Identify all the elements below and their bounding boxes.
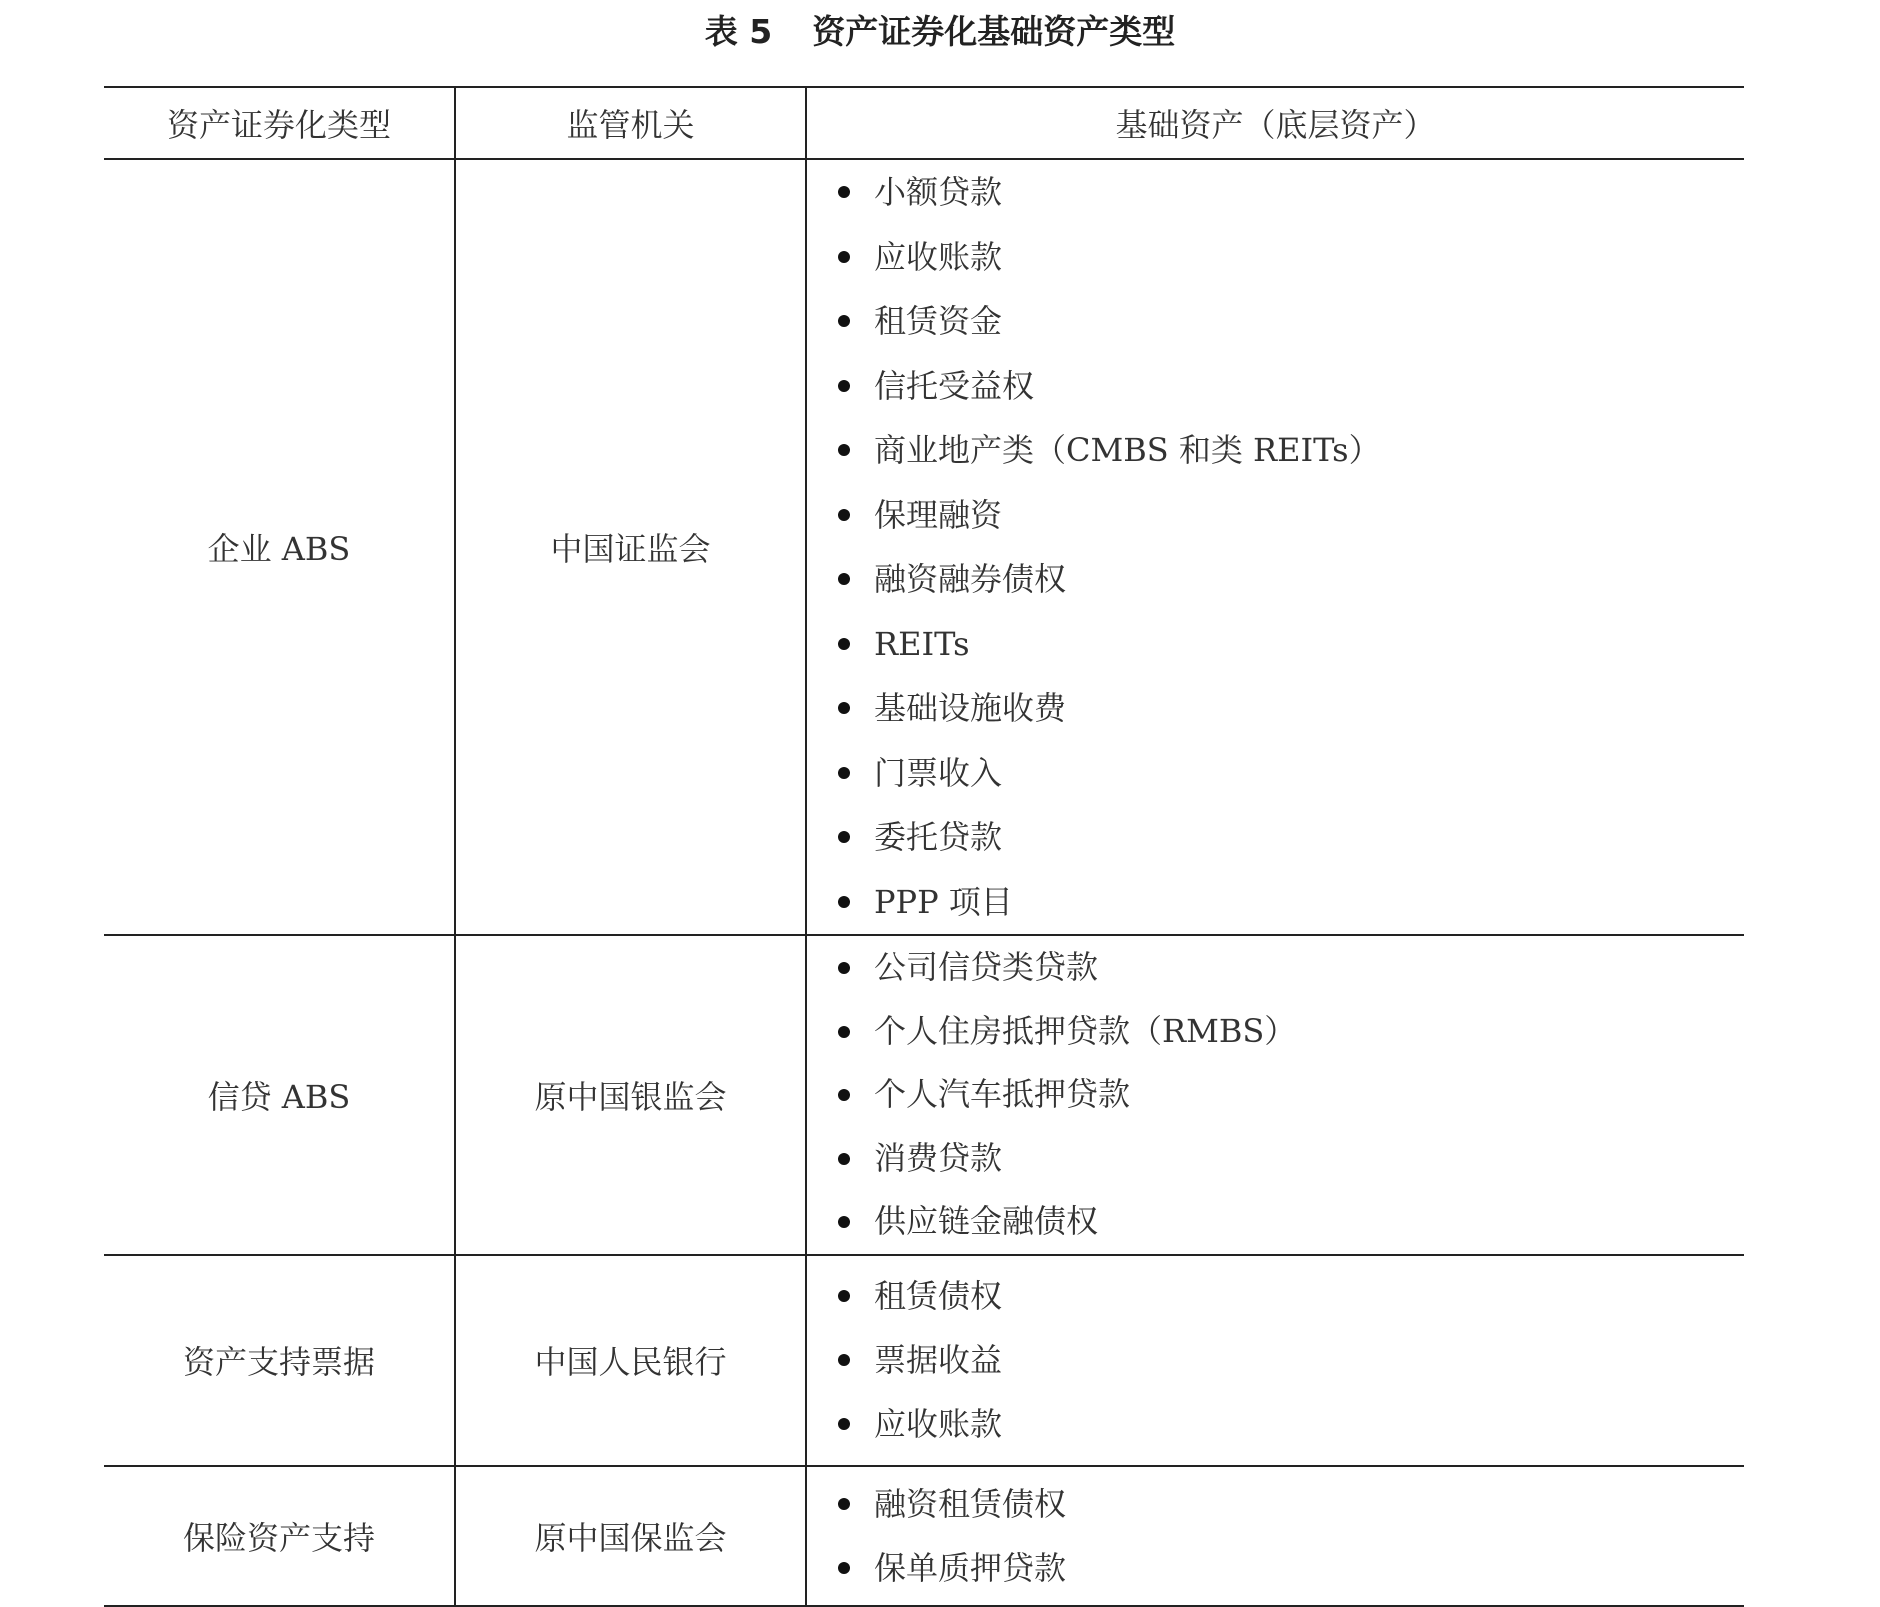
list-item: 公司信贷类贷款 — [807, 936, 1744, 1000]
list-item: 租赁资金 — [807, 289, 1744, 354]
asset-list — [807, 1264, 1744, 1456]
cell-type: 企业 ABS — [104, 159, 455, 935]
cell-assets — [806, 935, 1744, 1255]
table-row — [104, 935, 1744, 1255]
list-item: 商业地产类（CMBS 和类 REITs） — [807, 418, 1744, 483]
cell-assets — [806, 159, 1744, 935]
asset-securitization-table — [104, 86, 1744, 1607]
cell-regulator: 原中国银监会 — [455, 935, 806, 1255]
header-row — [104, 87, 1744, 159]
bullet-icon — [838, 1354, 850, 1366]
cell-assets — [806, 1466, 1744, 1606]
list-item: 融资融券债权 — [807, 547, 1744, 612]
table-row — [104, 1255, 1744, 1466]
asset-list — [807, 936, 1744, 1254]
bullet-icon — [838, 1290, 850, 1302]
list-item: 应收账款 — [807, 1392, 1744, 1456]
list-item: 应收账款 — [807, 225, 1744, 290]
bullet-icon — [838, 1418, 850, 1430]
cell-regulator: 原中国保监会 — [455, 1466, 806, 1606]
bullet-icon — [838, 251, 850, 263]
list-item: 委托贷款 — [807, 805, 1744, 870]
list-item: 基础设施收费 — [807, 676, 1744, 741]
cell-type: 资产支持票据 — [104, 1255, 455, 1466]
list-item: REITs — [807, 612, 1744, 677]
cell-regulator: 中国人民银行 — [455, 1255, 806, 1466]
list-item: 供应链金融债权 — [807, 1190, 1744, 1254]
list-item: 信托受益权 — [807, 354, 1744, 419]
bullet-icon — [838, 380, 850, 392]
bullet-icon — [838, 1216, 850, 1228]
bullet-icon — [838, 896, 850, 908]
table-row — [104, 1466, 1744, 1606]
bullet-icon — [838, 444, 850, 456]
table-caption — [0, 10, 1880, 54]
bullet-icon — [838, 1153, 850, 1165]
bullet-icon — [838, 638, 850, 650]
list-item: 保理融资 — [807, 483, 1744, 548]
bullet-icon — [838, 831, 850, 843]
list-item: 消费贷款 — [807, 1127, 1744, 1191]
table-row — [104, 159, 1744, 935]
list-item: 小额贷款 — [807, 160, 1744, 225]
table-number: 表 5 — [704, 12, 773, 51]
header-regulator: 监管机关 — [455, 87, 806, 159]
list-item: 个人住房抵押贷款（RMBS） — [807, 1000, 1744, 1064]
list-item: 个人汽车抵押贷款 — [807, 1063, 1744, 1127]
bullet-icon — [838, 315, 850, 327]
cell-assets — [806, 1255, 1744, 1466]
list-item: 租赁债权 — [807, 1264, 1744, 1328]
bullet-icon — [838, 962, 850, 974]
bullet-icon — [838, 1026, 850, 1038]
bullet-icon — [838, 573, 850, 585]
cell-type: 保险资产支持 — [104, 1466, 455, 1606]
cell-regulator: 中国证监会 — [455, 159, 806, 935]
bullet-icon — [838, 702, 850, 714]
bullet-icon — [838, 1089, 850, 1101]
table-title: 资产证券化基础资产类型 — [812, 12, 1176, 51]
bullet-icon — [838, 1562, 850, 1574]
cell-type: 信贷 ABS — [104, 935, 455, 1255]
list-item: 融资租赁债权 — [807, 1472, 1744, 1536]
header-type: 资产证券化类型 — [104, 87, 455, 159]
list-item: 保单质押贷款 — [807, 1536, 1744, 1600]
list-item: 门票收入 — [807, 741, 1744, 806]
asset-list — [807, 160, 1744, 934]
list-item: PPP 项目 — [807, 870, 1744, 935]
bullet-icon — [838, 186, 850, 198]
header-assets: 基础资产（底层资产） — [806, 87, 1744, 159]
bullet-icon — [838, 509, 850, 521]
bullet-icon — [838, 767, 850, 779]
asset-list — [807, 1472, 1744, 1600]
bullet-icon — [838, 1498, 850, 1510]
list-item: 票据收益 — [807, 1328, 1744, 1392]
